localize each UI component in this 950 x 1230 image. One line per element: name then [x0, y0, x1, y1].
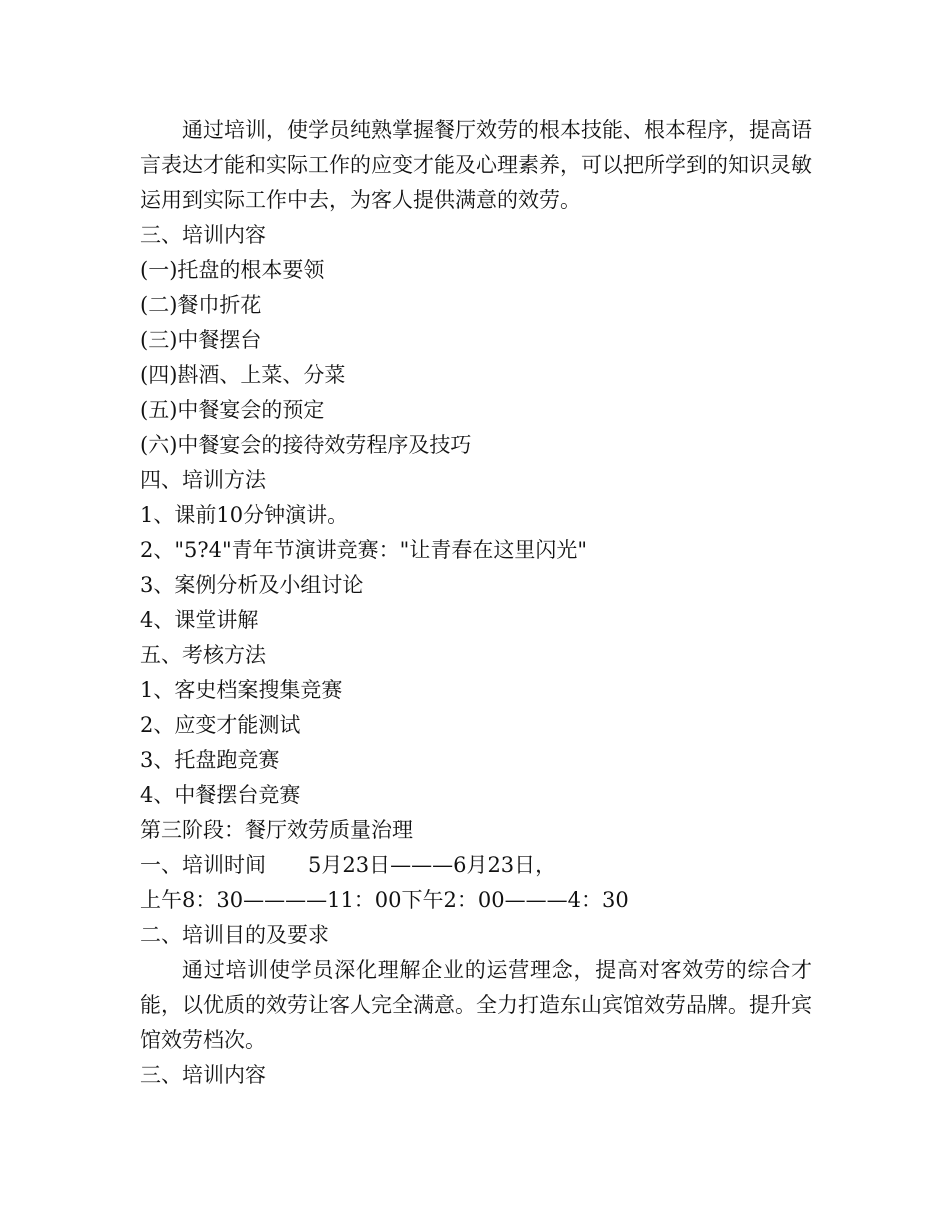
heading-training-content-1: 三、培训内容: [140, 223, 266, 247]
document-body: [140, 113, 812, 1093]
list-item: 1、课前10分钟演讲。: [140, 503, 349, 527]
list-item: 4、课堂讲解: [140, 608, 259, 632]
list-item: 3、托盘跑竞赛: [140, 748, 280, 772]
heading-training-purpose: 二、培训目的及要求: [140, 923, 329, 947]
list-item: (四)斟酒、上菜、分菜: [140, 363, 346, 387]
paragraph-training-goal-2: 通过培训使学员深化理解企业的运营理念，提高对客效劳的综合才能，以优质的效劳让客人完全满意。全力打造东山宾馆效劳品牌。提升宾馆效劳档次。: [140, 958, 812, 1052]
heading-assessment-method: 五、考核方法: [140, 643, 266, 667]
training-time-line: 一、培训时间 5月23日———6月23日，: [140, 853, 557, 877]
paragraph-training-goal-1: 通过培训，使学员纯熟掌握餐厅效劳的根本技能、根本程序，提高语言表达才能和实际工作的应变才能及心理素养，可以把所学到的知识灵敏运用到实际工作中去，为客人提供满意的效劳。: [140, 118, 812, 212]
list-item: (一)托盘的根本要领: [140, 258, 325, 282]
list-item: 3、案例分析及小组讨论: [140, 573, 364, 597]
heading-training-method: 四、培训方法: [140, 468, 266, 492]
list-item: 2、应变才能测试: [140, 713, 301, 737]
list-item: 1、客史档案搜集竞赛: [140, 678, 343, 702]
training-hours-line: 上午8：30————11：00下午2：00———4：30: [140, 888, 629, 912]
list-item: (五)中餐宴会的预定: [140, 398, 325, 422]
list-item: (三)中餐摆台: [140, 328, 262, 352]
list-item: (二)餐巾折花: [140, 293, 262, 317]
heading-training-content-2: 三、培训内容: [140, 1063, 266, 1087]
list-item: 4、中餐摆台竞赛: [140, 783, 301, 807]
list-item: 2、"5?4"青年节演讲竞赛："让青春在这里闪光": [140, 538, 587, 562]
heading-stage-three: 第三阶段：餐厅效劳质量治理: [140, 818, 413, 842]
list-item: (六)中餐宴会的接待效劳程序及技巧: [140, 433, 472, 457]
